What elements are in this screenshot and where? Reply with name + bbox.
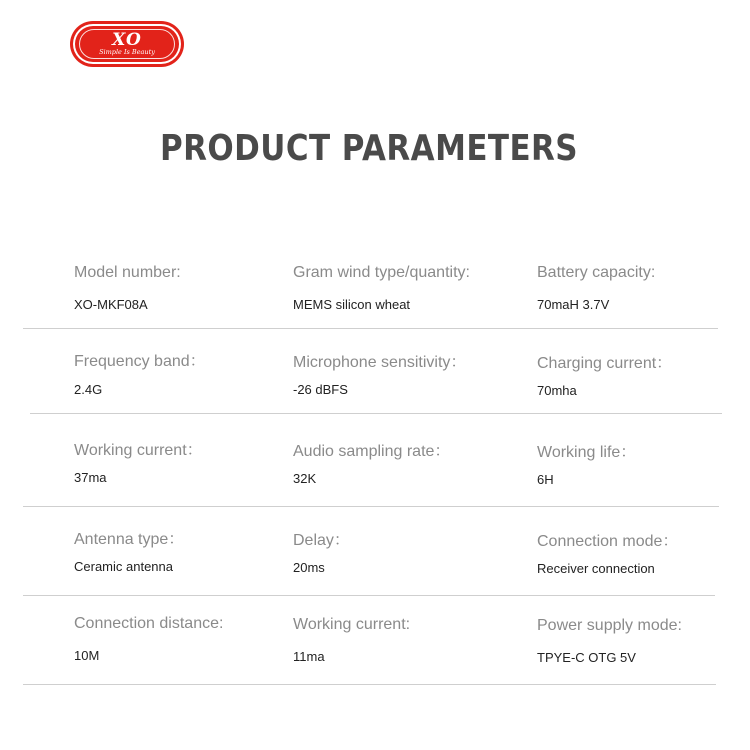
param-value-audio-sampling-rate: 32K <box>293 471 317 486</box>
param-value-microphone-sensitivity: -26 dBFS <box>293 382 348 397</box>
param-value-working-life: 6H <box>537 472 554 487</box>
param-label-model-number: Model number: <box>74 264 181 281</box>
param-label-frequency-band: Frequency band： <box>74 353 206 370</box>
param-label-charging-current: Charging current： <box>537 355 673 372</box>
param-label-antenna-type: Antenna type： <box>74 531 185 548</box>
param-value-working-current: 37ma <box>74 470 107 485</box>
row-divider <box>30 413 722 414</box>
param-value-connection-distance: 10M <box>74 648 100 663</box>
param-label-working-current: Working current： <box>74 442 203 459</box>
param-label-working-current-2: Working current: <box>293 616 411 633</box>
param-value-battery-capacity: 70maH 3.7V <box>537 297 610 312</box>
logo-tagline: Simple Is Beauty <box>99 48 155 56</box>
param-value-power-supply-mode: TPYE-C OTG 5V <box>537 650 636 665</box>
brand-logo <box>73 24 181 64</box>
param-label-delay: Delay： <box>293 532 350 549</box>
param-label-power-supply-mode: Power supply mode: <box>537 617 682 634</box>
param-label-battery-capacity: Battery capacity: <box>537 264 656 281</box>
param-label-gram-wind-type: Gram wind type/quantity: <box>293 264 470 281</box>
param-value-delay: 20ms <box>293 560 325 575</box>
param-value-connection-mode: Receiver connection <box>537 561 655 576</box>
param-label-connection-distance: Connection distance: <box>74 615 224 632</box>
row-divider <box>23 506 719 507</box>
param-value-frequency-band: 2.4G <box>74 382 103 397</box>
row-divider <box>23 684 716 685</box>
param-value-model-number: XO-MKF08A <box>74 297 148 312</box>
param-label-audio-sampling-rate: Audio sampling rate： <box>293 443 451 460</box>
param-value-antenna-type: Ceramic antenna <box>74 559 173 574</box>
param-value-charging-current: 70mha <box>537 383 577 398</box>
param-value-gram-wind-type: MEMS silicon wheat <box>293 297 411 312</box>
param-label-connection-mode: Connection mode： <box>537 533 679 550</box>
row-divider <box>23 328 718 329</box>
row-divider <box>23 595 715 596</box>
page-title: PRODUCT PARAMETERS <box>160 128 579 169</box>
logo-mark: XO <box>112 30 142 50</box>
param-label-microphone-sensitivity: Microphone sensitivity： <box>293 354 467 371</box>
param-label-working-life: Working life： <box>537 444 637 461</box>
param-value-working-current-2: 11ma <box>293 649 325 664</box>
